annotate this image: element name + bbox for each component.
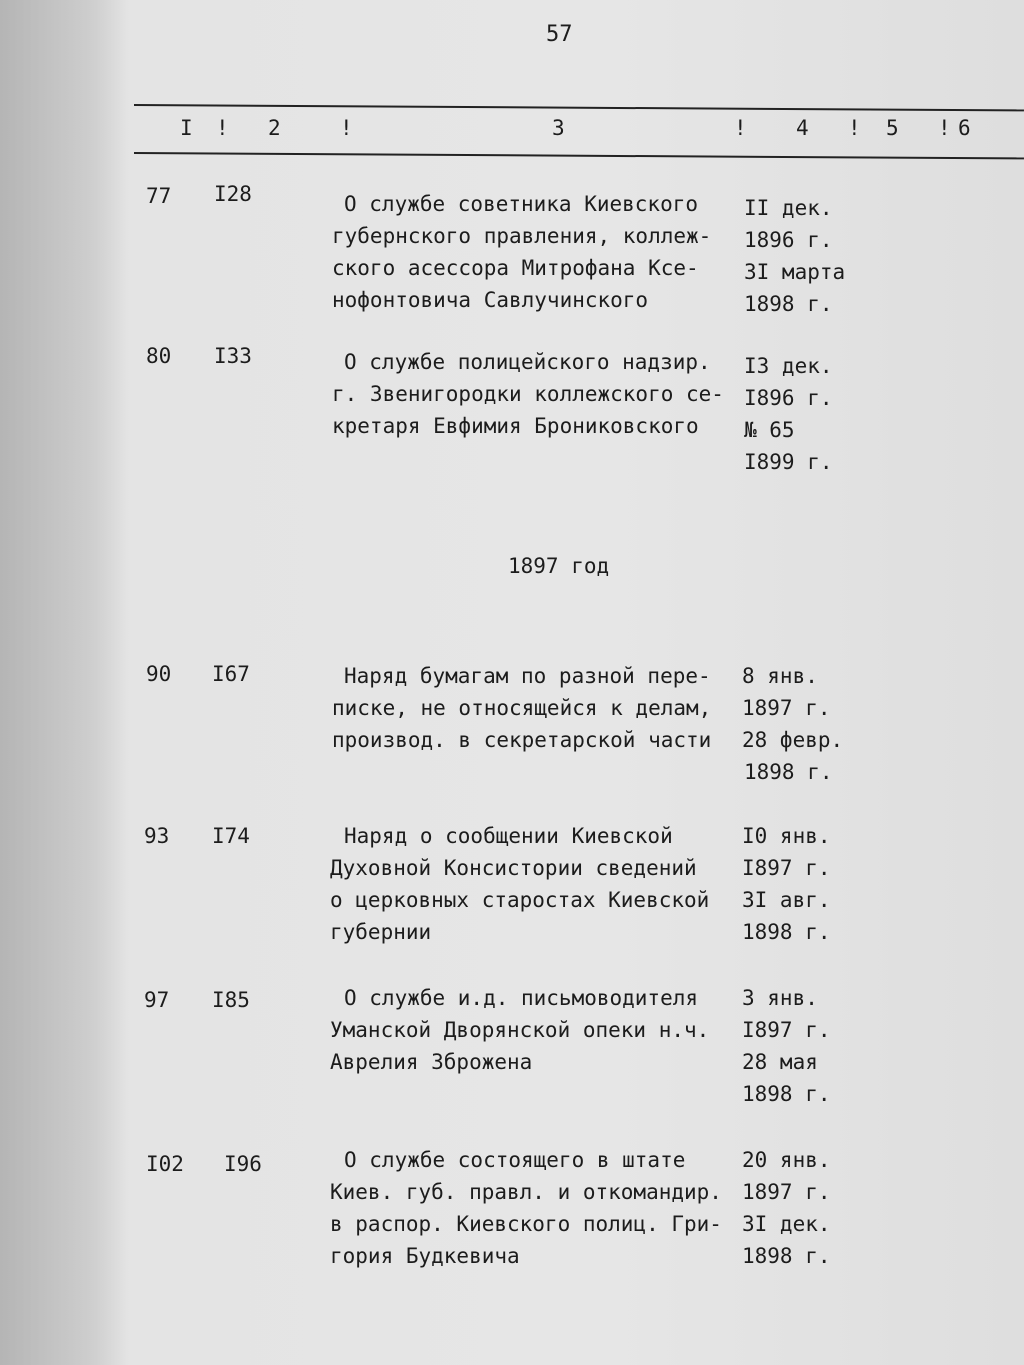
header-sep4: ! bbox=[848, 116, 861, 140]
entry-number: 80 bbox=[146, 344, 172, 368]
description-line: писке, не относящейся к делам, bbox=[332, 696, 712, 720]
description-line: Киев. губ. правл. и откомандир. bbox=[330, 1180, 722, 1204]
description-line: г. Звенигородки коллежского се- bbox=[332, 382, 724, 406]
header-col4: 4 bbox=[796, 116, 809, 140]
date-line: 3 янв. bbox=[742, 986, 818, 1010]
section-heading: 1897 год bbox=[508, 554, 610, 578]
description-line: О службе советника Киевского bbox=[344, 192, 699, 216]
date-line: I3 дек. bbox=[744, 354, 833, 378]
header-sep2: ! bbox=[340, 116, 353, 140]
date-line: 1898 г. bbox=[744, 760, 833, 784]
entry-file-number: I28 bbox=[214, 182, 252, 206]
description-line: кретаря Евфимия Брониковского bbox=[332, 414, 699, 438]
description-line: губернии bbox=[330, 920, 432, 944]
date-line: 1896 г. bbox=[744, 228, 833, 252]
header-col6: 6 bbox=[958, 116, 971, 140]
description-line: Наряд бумагам по разной пере- bbox=[344, 664, 711, 688]
page-number: 57 bbox=[546, 22, 573, 47]
date-line: 1898 г. bbox=[742, 1082, 831, 1106]
date-line: 3I авг. bbox=[742, 888, 831, 912]
date-line: 1897 г. bbox=[742, 696, 831, 720]
date-line: 28 февр. bbox=[742, 728, 844, 752]
description-line: О службе и.д. письмоводителя bbox=[344, 986, 699, 1010]
description-line: губернского правления, коллеж- bbox=[332, 224, 712, 248]
description-line: ского асессора Митрофана Ксе- bbox=[332, 256, 699, 280]
description-line: Уманской Дворянской опеки н.ч. bbox=[330, 1018, 710, 1042]
date-line: 3I марта bbox=[744, 260, 846, 284]
date-line: I899 г. bbox=[744, 450, 833, 474]
header-col1: I bbox=[180, 116, 193, 140]
date-line: 20 янв. bbox=[742, 1148, 831, 1172]
description-line: производ. в секретарской части bbox=[332, 728, 712, 752]
entry-file-number: I85 bbox=[212, 988, 250, 1012]
page-fold-shadow bbox=[0, 0, 128, 1365]
header-sep1: ! bbox=[216, 116, 229, 140]
entry-file-number: I33 bbox=[214, 344, 252, 368]
description-line: О службе полицейского надзир. bbox=[344, 350, 711, 374]
date-line: 1898 г. bbox=[744, 292, 833, 316]
header-col2: 2 bbox=[268, 116, 281, 140]
description-line: в распор. Киевского полиц. Гри- bbox=[330, 1212, 722, 1236]
entry-number: 90 bbox=[146, 662, 172, 686]
entry-number: 97 bbox=[144, 988, 170, 1012]
description-line: Аврелия Зброжена bbox=[330, 1050, 533, 1074]
entry-number: 93 bbox=[144, 824, 170, 848]
header-sep3: ! bbox=[734, 116, 747, 140]
date-line: 3I дек. bbox=[742, 1212, 831, 1236]
date-line: 1897 г. bbox=[742, 1180, 831, 1204]
entry-file-number: I67 bbox=[212, 662, 250, 686]
header-top-rule bbox=[134, 104, 1024, 111]
date-line: 1898 г. bbox=[742, 920, 831, 944]
date-line: I897 г. bbox=[742, 1018, 831, 1042]
description-line: гория Будкевича bbox=[330, 1244, 520, 1268]
date-line: I896 г. bbox=[744, 386, 833, 410]
header-col5: 5 bbox=[886, 116, 899, 140]
date-line: 28 мая bbox=[742, 1050, 818, 1074]
entry-file-number: I96 bbox=[224, 1152, 262, 1176]
date-line: № 65 bbox=[744, 418, 795, 442]
date-line: I897 г. bbox=[742, 856, 831, 880]
date-line: II дек. bbox=[744, 196, 833, 220]
description-line: О службе состоящего в штате bbox=[344, 1148, 686, 1172]
description-line: нофонтовича Савлучинского bbox=[332, 288, 649, 312]
header-bottom-rule bbox=[134, 152, 1024, 159]
header-col3: 3 bbox=[552, 116, 565, 140]
description-line: Наряд о сообщении Киевской bbox=[344, 824, 673, 848]
entry-number: I02 bbox=[146, 1152, 184, 1176]
date-line: I0 янв. bbox=[742, 824, 831, 848]
entry-file-number: I74 bbox=[212, 824, 250, 848]
description-line: о церковных старостах Киевской bbox=[330, 888, 710, 912]
entry-number: 77 bbox=[146, 184, 172, 208]
date-line: 8 янв. bbox=[742, 664, 818, 688]
header-sep5: ! bbox=[938, 116, 951, 140]
date-line: 1898 г. bbox=[742, 1244, 831, 1268]
description-line: Духовной Консистории сведений bbox=[330, 856, 697, 880]
